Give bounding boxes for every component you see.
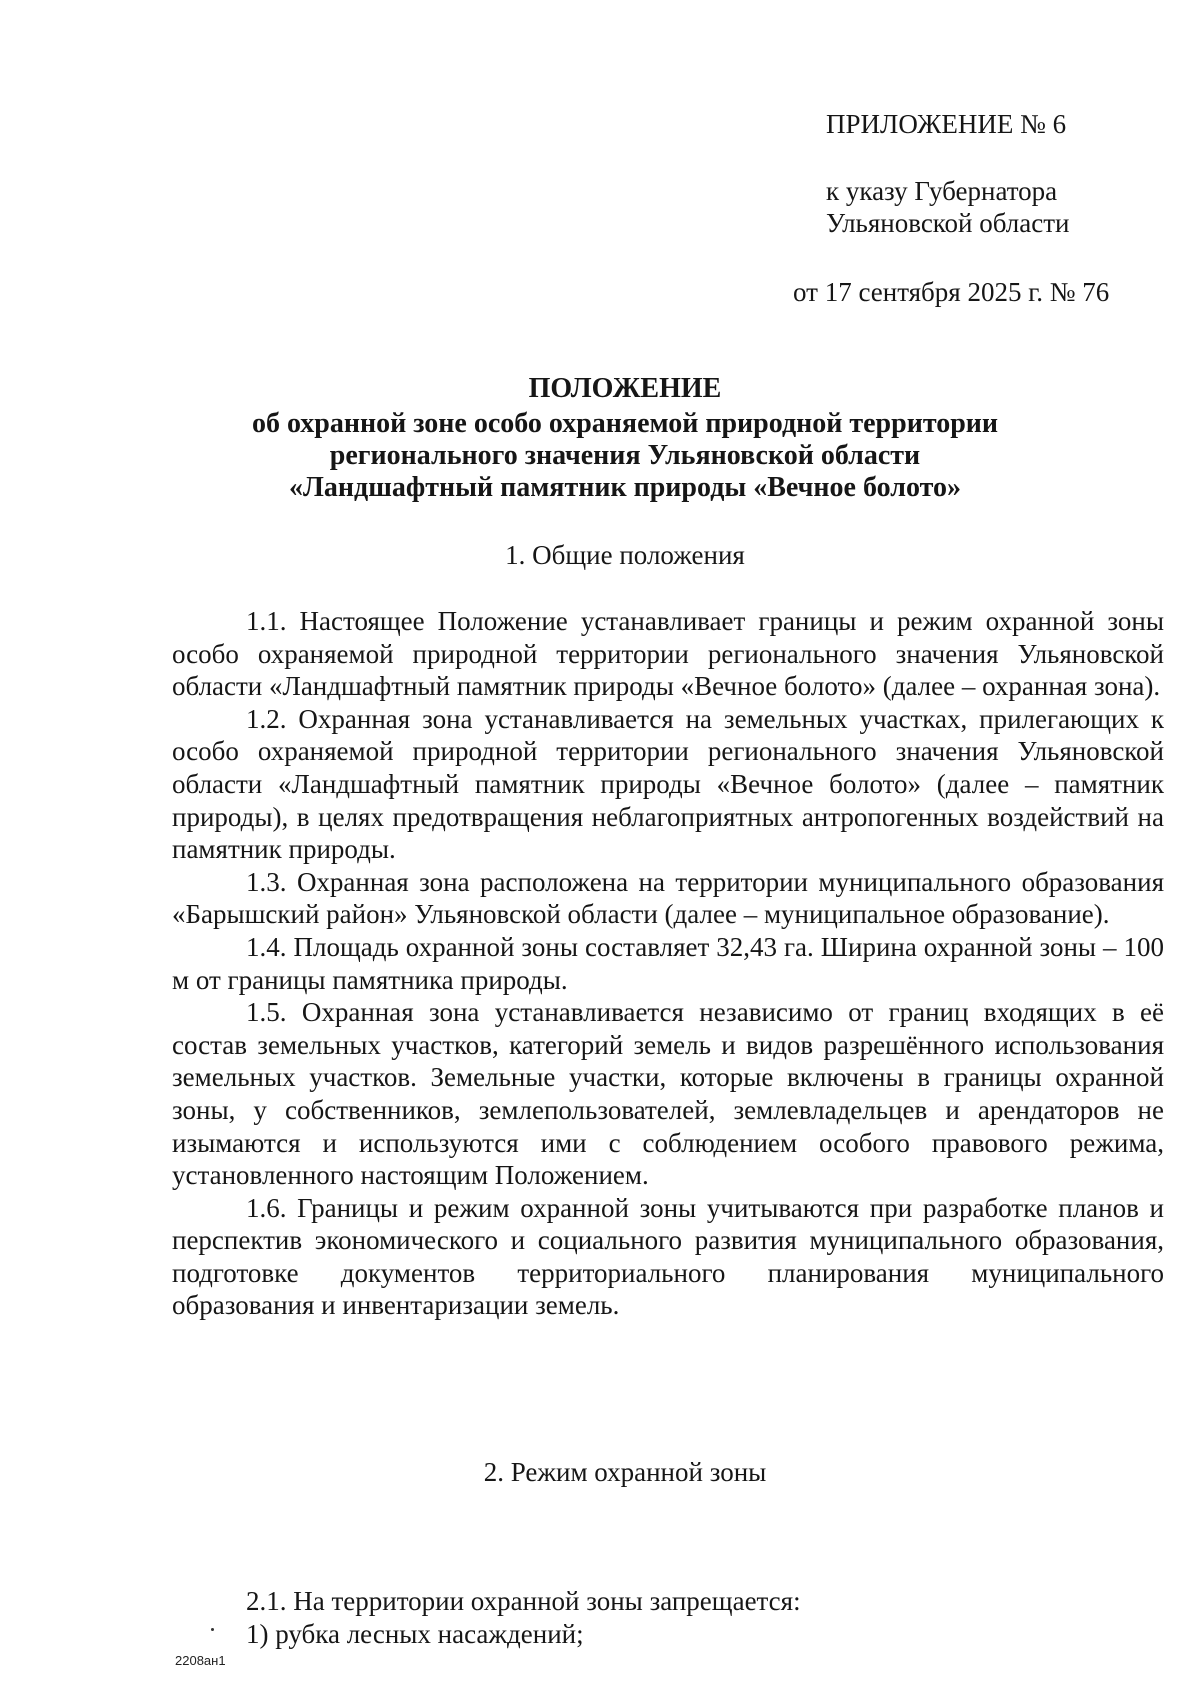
list-item-1: 1) рубка лесных насаждений;	[246, 1618, 584, 1649]
annex-decree-line-1: к указу Губернатора	[826, 176, 1058, 206]
section-2-body	[172, 1585, 1164, 1650]
document-subtitle-line-3: «Ландшафтный памятник природы «Вечное болото»	[289, 472, 961, 503]
annex-date: от 17 сентября 2025 г. № 76	[793, 277, 1110, 307]
document-subtitle-line-1: об охранной зоне особо охраняемой природной территории	[251, 408, 999, 439]
scan-speck	[211, 1628, 214, 1631]
paragraph-1-4: 1.4. Площадь охранной зоны составляет 32,43 га. Ширина охранной зоны – 100 м от границы памятника природы.	[172, 931, 1164, 995]
section-1-heading: 1. Общие положения	[505, 540, 745, 570]
paragraph-1-2: 1.2. Охранная зона устанавливается на земельных участках, прилегающих к особо охраняемой природной территории регионального значения Ульяновской области «Ландшафтный памятник природы «Вечное болото» (далее – памятник природы), в целях предотвращения неблагоприятных антропогенных воздействий на памятник природы.	[172, 703, 1164, 865]
paragraph-1-5: 1.5. Охранная зона устанавливается независимо от границ входящих в её состав земельных участков, категорий земель и видов разрешённого использования земельных участков. Земельные участки, которые включены в границы охранной зоны, у собственников, землепользователей, землевладельцев и арендаторов не изымаются и используются ими с соблюдением особого правового режима, установленного настоящим Положением.	[172, 997, 1164, 1191]
annex-title: ПРИЛОЖЕНИЕ № 6	[826, 109, 1067, 139]
section-2-heading: 2. Режим охранной зоны	[483, 1457, 767, 1487]
annex-decree-reference	[826, 175, 1156, 239]
document-title: ПОЛОЖЕНИЕ	[528, 373, 722, 404]
paragraph-2-1: 2.1. На территории охранной зоны запрещается:	[246, 1586, 801, 1616]
paragraph-1-6: 1.6. Границы и режим охранной зоны учитываются при разработке планов и перспектив экономического и социального развития муниципального образования, подготовке документов территориального планирования муниципального образования и инвентаризации земель.	[172, 1192, 1164, 1321]
paragraph-1-3: 1.3. Охранная зона расположена на территории муниципального образования «Барышский район» Ульяновской области (далее – муниципальное образование).	[172, 866, 1164, 930]
footer-document-code: 2208ан1	[175, 1653, 226, 1668]
paragraph-1-1: 1.1. Настоящее Положение устанавливает границы и режим охранной зоны особо охраняемой природной территории регионального значения Ульяновской области «Ландшафтный памятник природы «Вечное болото» (далее – охранная зона).	[172, 606, 1164, 702]
section-1-body	[172, 605, 1164, 1322]
annex-decree-line-2: Ульяновской области	[826, 208, 1070, 238]
document-subtitle	[150, 408, 1100, 504]
document-subtitle-line-2: регионального значения Ульяновской области	[329, 440, 921, 471]
